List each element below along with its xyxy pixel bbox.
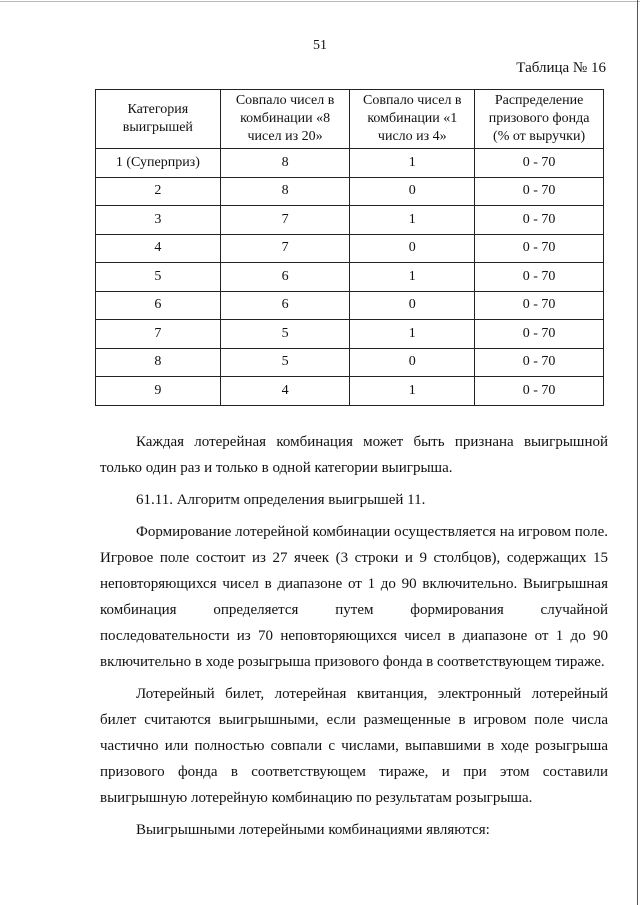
cell-match-1-of-4: 0 [350,234,475,263]
cell-match-8-of-20: 7 [220,234,350,263]
paragraph-single-win: Каждая лотерейная комбинация может быть признана выигрышной только один раз и только в одной категории выигрыша. [100,434,608,476]
cell-match-8-of-20: 6 [220,263,350,292]
cell-match-1-of-4: 1 [350,320,475,349]
page-top-edge [0,1,640,2]
table-row [96,320,604,349]
header-prize-fund-share: Распределение призового фонда (% от выручки) [475,90,604,149]
paragraph-combination-forming: Формирование лотерейной комбинации осуществляется на игровом поле. Игровое поле состоит из 27 ячеек (3 строки и 9 столбцов), содержащих 15 неповторяющихся чисел в диапазоне от 1 до 90 включительно. Выигрышная комбинация определяется путем формирования случайной последовательности из 70 неповторяющихся чисел в диапазоне от 1 до 90 включительно в ходе розыгрыша призового фонда в соответствующем тираже. [100,524,608,670]
table-row [96,234,604,263]
cell-prize-fund-share: 0 - 70 [475,377,604,406]
cell-category: 3 [96,206,221,235]
table-row [96,291,604,320]
cell-match-1-of-4: 1 [350,263,475,292]
cell-prize-fund-share: 0 - 70 [475,291,604,320]
table-row [96,177,604,206]
cell-match-8-of-20: 5 [220,320,350,349]
paragraph-winning-combinations: Выигрышными лотерейными комбинациями являются: [136,822,490,838]
cell-match-8-of-20: 5 [220,348,350,377]
cell-category: 4 [96,234,221,263]
cell-category: 9 [96,377,221,406]
cell-match-8-of-20: 6 [220,291,350,320]
cell-match-1-of-4: 0 [350,291,475,320]
table-caption: Таблица № 16 [516,60,606,76]
table-row [96,263,604,292]
cell-match-1-of-4: 0 [350,177,475,206]
cell-match-8-of-20: 8 [220,177,350,206]
header-category: Категория выигрышей [96,90,221,149]
cell-category: 8 [96,348,221,377]
cell-category: 2 [96,177,221,206]
cell-prize-fund-share: 0 - 70 [475,177,604,206]
table-row [96,206,604,235]
cell-match-8-of-20: 7 [220,206,350,235]
cell-category: 1 (Суперприз) [96,149,221,178]
table-header-row [96,90,604,149]
table-row [96,377,604,406]
table-row [96,348,604,377]
prize-distribution-table [95,89,604,406]
cell-prize-fund-share: 0 - 70 [475,149,604,178]
cell-match-1-of-4: 1 [350,377,475,406]
cell-match-1-of-4: 0 [350,348,475,377]
header-match-8-of-20: Совпало чисел в комбинации «8 чисел из 20» [220,90,350,149]
cell-prize-fund-share: 0 - 70 [475,234,604,263]
cell-category: 6 [96,291,221,320]
paragraph-winning-ticket: Лотерейный билет, лотерейная квитанция, электронный лотерейный билет считаются выигрышными, если размещенные в игровом поле числа частично или полностью совпали с числами, выпавшими в ходе розыгрыша призового фонда в соответствующем тираже, и при этом составили выигрышную лотерейную комбинацию по результатам розыгрыша. [100,686,608,806]
cell-match-8-of-20: 4 [220,377,350,406]
cell-prize-fund-share: 0 - 70 [475,206,604,235]
cell-match-8-of-20: 8 [220,149,350,178]
section-heading-algorithm: 61.11. Алгоритм определения выигрышей 11. [136,492,426,508]
header-match-1-of-4: Совпало чисел в комбинации «1 число из 4» [350,90,475,149]
body-text [100,429,608,843]
page-right-edge [637,0,638,905]
cell-category: 5 [96,263,221,292]
cell-match-1-of-4: 1 [350,149,475,178]
table-row [96,149,604,178]
table-body [96,149,604,406]
page-number: 51 [313,38,327,53]
cell-category: 7 [96,320,221,349]
cell-prize-fund-share: 0 - 70 [475,348,604,377]
cell-prize-fund-share: 0 - 70 [475,320,604,349]
cell-prize-fund-share: 0 - 70 [475,263,604,292]
cell-match-1-of-4: 1 [350,206,475,235]
